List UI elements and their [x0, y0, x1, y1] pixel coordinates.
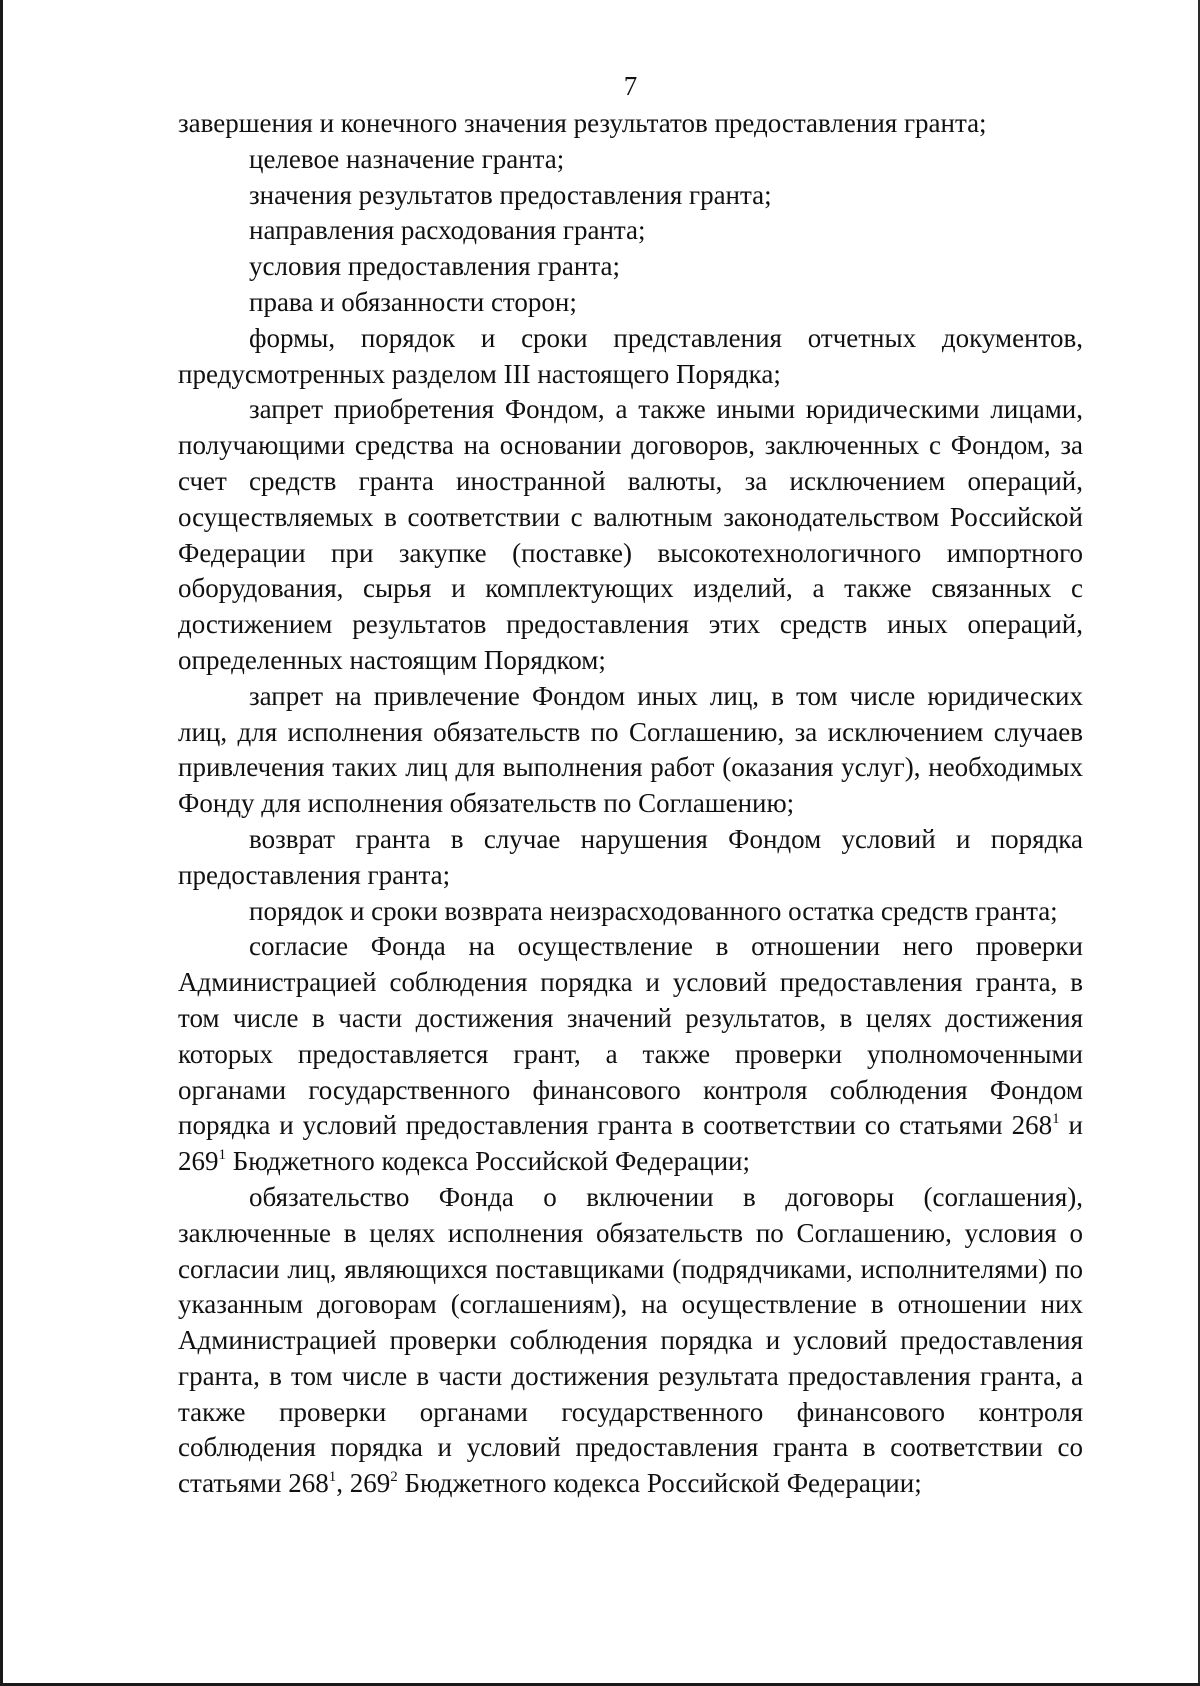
superscript: 1: [218, 1147, 226, 1164]
paragraph: направления расходования гранта;: [249, 215, 646, 246]
paragraph: целевое назначение гранта;: [249, 143, 565, 174]
paragraph: завершения и конечного значения результатов предоставления гранта;: [178, 108, 987, 138]
document-body: [178, 106, 1083, 1502]
paragraph: формы, порядок и сроки представления отчетных документов, предусмотренных разделом III настоящего Порядка;: [178, 322, 1083, 389]
paragraph: условия предоставления гранта;: [249, 251, 620, 282]
paragraph: обязательство Фонда о включении в договоры (соглашения), заключенные в целях исполнения обязательств по Соглашению, условия о согласии лиц, являющихся поставщиками (подрядчиками, исполнителями) по указанным договорам (соглашениям), на осуществление в отношении них Администрацией проверки соблюдения порядка и условий предоставления гранта, в том числе в части достижения результата предоставления гранта, а также проверки органами государственного финансового контроля соблюдения порядка и условий предоставления гранта в соответствии со статьями $268^1$, $269^2$ Бюджетного кодекса Российской Федерации;: [178, 1181, 1083, 1499]
paragraph: согласие Фонда на осуществление в отношении него проверки Администрацией соблюдения порядка и условий предоставления гранта, в том числе в части достижения значений результатов, в целях достижения которых предоставляется грант, а также проверки уполномоченными органами государственного финансового контроля соблюдения Фондом порядка и условий предоставления гранта в соответствии со статьями $268^1$ и $269^1$ Бюджетного кодекса Российской Федерации;: [178, 931, 1083, 1177]
superscript: 2: [390, 1469, 398, 1486]
paragraph: значения результатов предоставления гранта;: [249, 179, 772, 210]
page-number: 7: [623, 71, 638, 101]
paragraph: возврат гранта в случае нарушения Фондом условий и порядка предоставления гранта;: [178, 823, 1083, 890]
paragraph: запрет приобретения Фондом, а также иными юридическими лицами, получающими средства на основании договоров, заключенных с Фондом, за счет средств гранта иностранной валюты, за исключением операций, осуществляемых в соответствии с валютным законодательством Российской Федерации при закупке (поставке) высокотехнологичного импортного оборудования, сырья и комплектующих изделий, а также связанных с достижением результатов предоставления этих средств иных операций, определенных настоящим Порядком;: [178, 394, 1083, 675]
superscript: 1: [328, 1469, 337, 1486]
superscript: 1: [1052, 1111, 1060, 1128]
paragraph: запрет на привлечение Фондом иных лиц, в том числе юридических лиц, для исполнения обязательств по Соглашению, за исключением случаев привлечения таких лиц для выполнения работ (оказания услуг), необходимых Фонду для исполнения обязательств по Соглашению;: [178, 680, 1083, 819]
document-page: [178, 68, 1083, 1502]
paragraph: права и обязанности сторон;: [249, 286, 577, 317]
scan-edge-left: [0, 0, 3, 1686]
paragraph: порядок и сроки возврата неизрасходованного остатка средств гранта;: [249, 895, 1058, 926]
